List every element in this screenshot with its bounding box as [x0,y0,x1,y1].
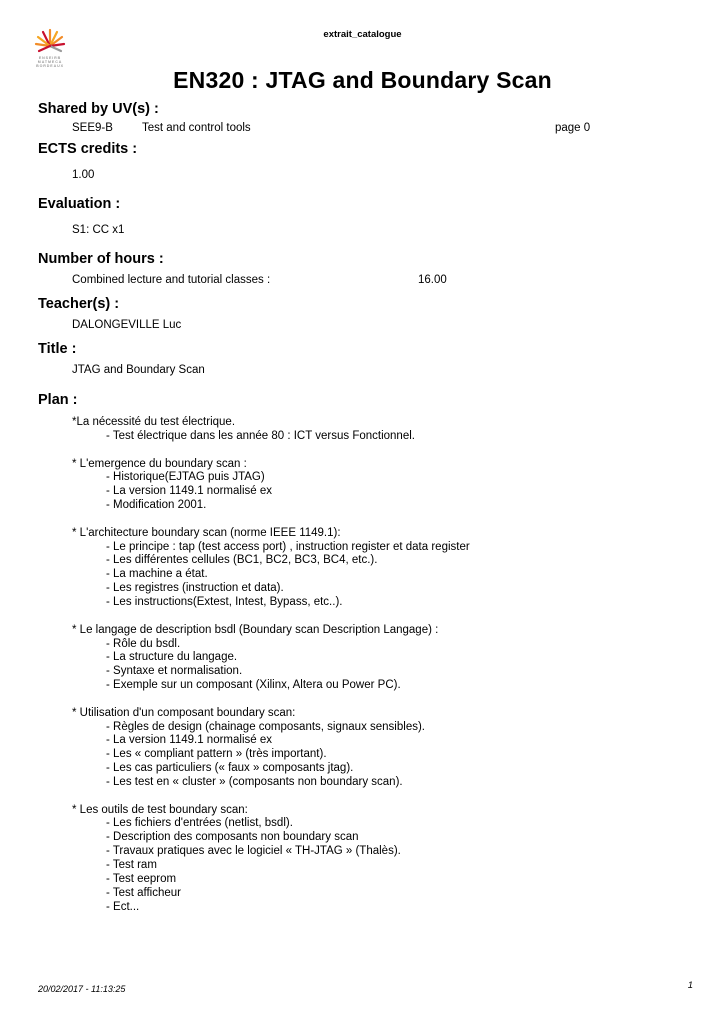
plan-item: - Test ram [106,859,157,871]
plan-item: - Modification 2001. [106,499,207,512]
teachers-value: DALONGEVILLE Luc [72,319,182,331]
plan-item: - Syntaxe et normalisation. [106,665,243,678]
shared-by-page: page 0 [555,122,591,134]
plan-item: - Test électrique dans les année 80 : ICT versus Fonctionnel. [106,429,415,442]
plan-section [72,804,470,915]
shared-by-code: SEE9-B [72,122,113,134]
plan-section-title: *La nécessité du test électrique. [72,416,236,428]
plan-item: - Historique(EJTAG puis JTAG) [106,471,265,484]
plan-section [72,458,470,513]
page-title: EN320 : JTAG and Boundary Scan [173,67,552,93]
footer-timestamp: 20/02/2017 - 11:13:25 [38,984,126,994]
plan-item: - Rôle du bsdl. [106,637,181,650]
plan-item: - La version 1149.1 normalisé ex [106,485,272,498]
plan-item: - Test eeprom [106,872,177,885]
plan-item: - Ect... [106,900,140,913]
plan-section-title: * Le langage de description bsdl (Boundary scan Description Langage) : [72,623,439,636]
catalog-header-label: extrait_catalogue [323,29,402,40]
plan-section [72,527,470,610]
plan-item: - Travaux pratiques avec le logiciel « TH-JTAG » (Thalès). [106,845,401,858]
ects-heading: ECTS credits : [38,141,138,157]
plan-heading: Plan : [38,392,78,408]
ects-value: 1.00 [72,169,95,181]
shared-by-heading: Shared by UV(s) : [38,101,159,117]
evaluation-value: S1: CC x1 [72,224,125,236]
plan-section [72,624,470,693]
plan-section-title: * Utilisation d'un composant boundary scan: [72,706,296,719]
plan-item: - Les registres (instruction et data). [106,582,284,595]
plan-section-title: * L'emergence du boundary scan : [72,457,247,470]
teachers-heading: Teacher(s) : [38,296,120,312]
title-value: JTAG and Boundary Scan [72,364,205,376]
plan-section [72,707,470,790]
plan-item: - Exemple sur un composant (Xilinx, Altera ou Power PC). [106,679,401,692]
plan-item: - Les « compliant pattern » (très important). [106,748,327,761]
hours-value: 16.00 [418,274,447,286]
footer-page-number: 1 [687,980,693,991]
plan-item: - Les instructions(Extest, Intest, Bypass, etc..). [106,595,343,608]
hours-label: Combined lecture and tutorial classes : [72,274,271,286]
plan-content [72,416,470,928]
plan-section-title: * Les outils de test boundary scan: [72,803,248,816]
shared-by-name: Test and control tools [142,122,251,134]
hours-heading: Number of hours : [38,251,164,267]
plan-item: - La version 1149.1 normalisé ex [106,734,272,747]
plan-section-title: * L'architecture boundary scan (norme IEEE 1149.1): [72,526,341,539]
plan-item: - Règles de design (chainage composants, signaux sensibles). [106,720,425,733]
plan-item: - Le principe : tap (test access port) , instruction register et data register [106,540,470,553]
plan-item: - Les différentes cellules (BC1, BC2, BC3, BC4, etc.). [106,554,378,567]
plan-item: - La machine a état. [106,568,208,581]
plan-item: - Test afficheur [106,886,182,899]
plan-item: - Les cas particuliers (« faux » composants jtag). [106,762,354,775]
plan-item: - Les fichiers d'entrées (netlist, bsdl). [106,817,293,830]
title-heading: Title : [38,341,77,357]
logo-text: ENSEIRB MATMECA BORDEAUX [36,56,64,68]
plan-item: - La structure du langage. [106,651,238,664]
plan-item: - Les test en « cluster » (composants non boundary scan). [106,775,403,788]
plan-item: - Description des composants non boundary scan [106,831,359,844]
evaluation-heading: Evaluation : [38,196,121,212]
plan-section [72,416,470,444]
